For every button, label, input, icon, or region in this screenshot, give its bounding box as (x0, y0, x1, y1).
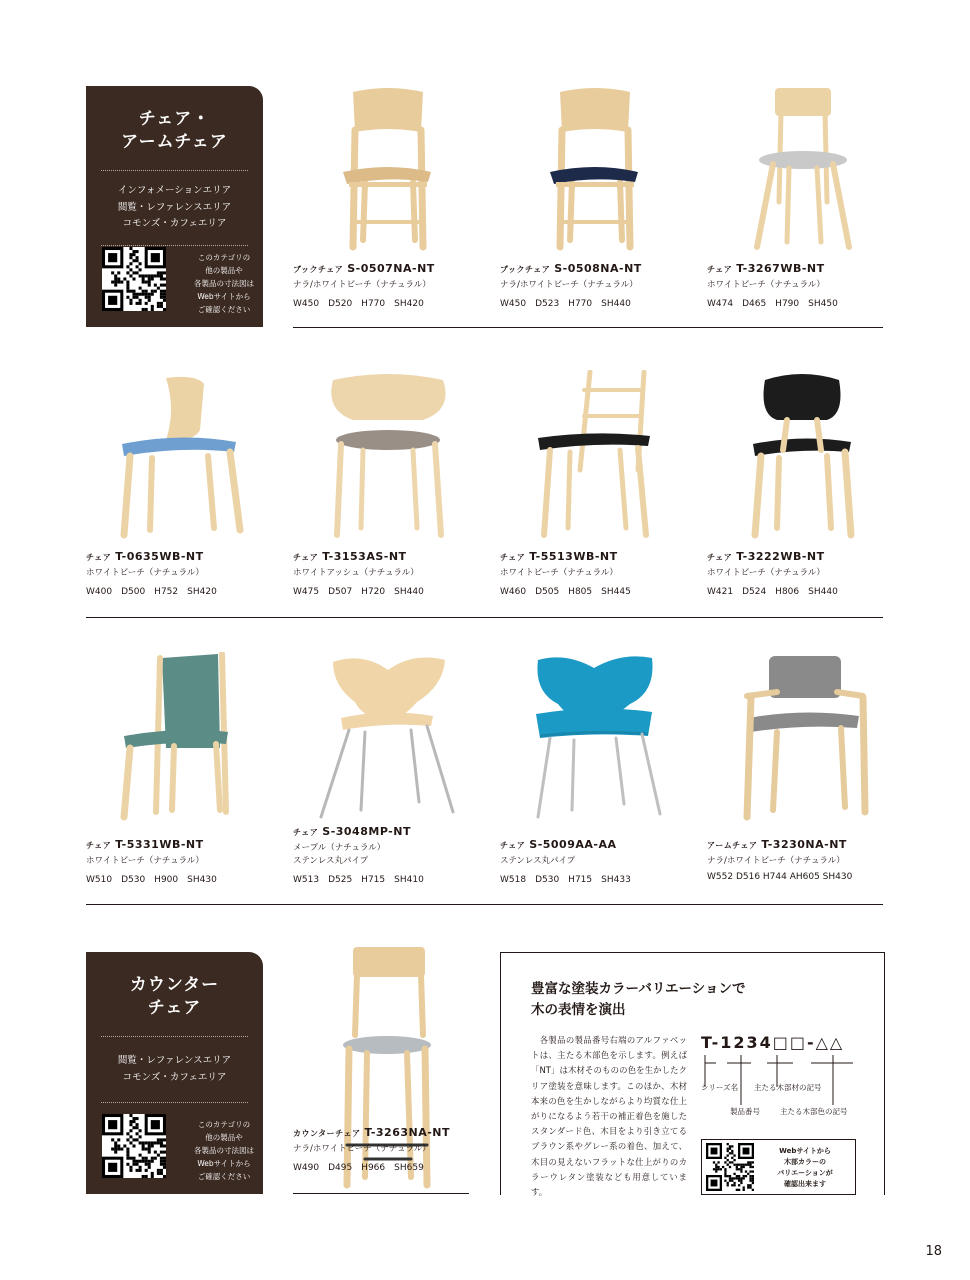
chair-image (510, 652, 680, 826)
label-product-no: 製品番号 (730, 1107, 760, 1116)
qr-note: このカテゴリの 他の製品や 各製品の寸法図は Webサイトから ご確認ください (194, 253, 254, 314)
page-number: 18 (925, 1244, 942, 1259)
divider (101, 1036, 248, 1037)
chair-image (717, 652, 887, 826)
qr-code-icon[interactable] (102, 247, 166, 311)
category-title: カウンター チェア (129, 975, 220, 1018)
chair-image (303, 82, 473, 256)
label-wood-color: 主たる木部色の記号 (780, 1107, 848, 1116)
area-list: インフォメーションエリア 閲覧・レファレンスエリア コモンズ・カフェエリア (117, 185, 232, 229)
info-heading: 豊富な塗装カラーバリエーションで 木の表情を演出 (531, 981, 746, 1018)
chair-image (510, 82, 680, 256)
chair-image (96, 370, 266, 544)
area-list: 閲覧・レファレンスエリア コモンズ・カフェエリア (117, 1055, 232, 1083)
chair-image (303, 370, 473, 544)
qr-code-icon[interactable] (706, 1143, 754, 1191)
chair-image (510, 370, 680, 544)
row-divider (293, 327, 883, 328)
qr-code-icon[interactable] (102, 1114, 166, 1178)
divider (101, 1102, 248, 1103)
label-series: シリーズ名 (701, 1083, 739, 1092)
divider (101, 170, 248, 171)
category-panel-counter-chairs (86, 952, 263, 1194)
chair-image (717, 370, 887, 544)
chair-image (717, 82, 887, 256)
chair-image (303, 652, 473, 826)
divider (101, 245, 248, 246)
info-body: 各製品の製品番号右端のアルファベットは、主たる木部色を示します。例えば「NT」は木材そのものの色を生かしたクリア塗装を意味します。このほか、木材本来の色を生かしながらより均質な仕上がりになるよう若干の補正着色を施したスタンダード色、木目をより引き立てるブラウン系やグレー系の着色、加えて、木目の見えないフラットな仕上がりのカラーウレタン塗装なども用意しています。 (531, 1035, 687, 1198)
row-divider (86, 617, 883, 618)
chair-image (313, 945, 483, 1194)
category-title: チェア・ アームチェア (121, 109, 228, 152)
category-panel-chairs (86, 86, 263, 327)
color-variation-info (500, 952, 885, 1198)
web-note: Webサイトから 木部カラーの バリエーションが 確認出来ます (777, 1147, 833, 1188)
qr-note: このカテゴリの 他の製品や 各製品の寸法図は Webサイトから ご確認ください (194, 1120, 254, 1181)
chair-image (96, 652, 266, 826)
web-color-box (701, 1139, 856, 1195)
label-main-wood: 主たる木部材の記号 (754, 1083, 822, 1092)
row-divider (86, 904, 883, 905)
code-sample: T-1234□□-△△ (701, 1033, 845, 1052)
